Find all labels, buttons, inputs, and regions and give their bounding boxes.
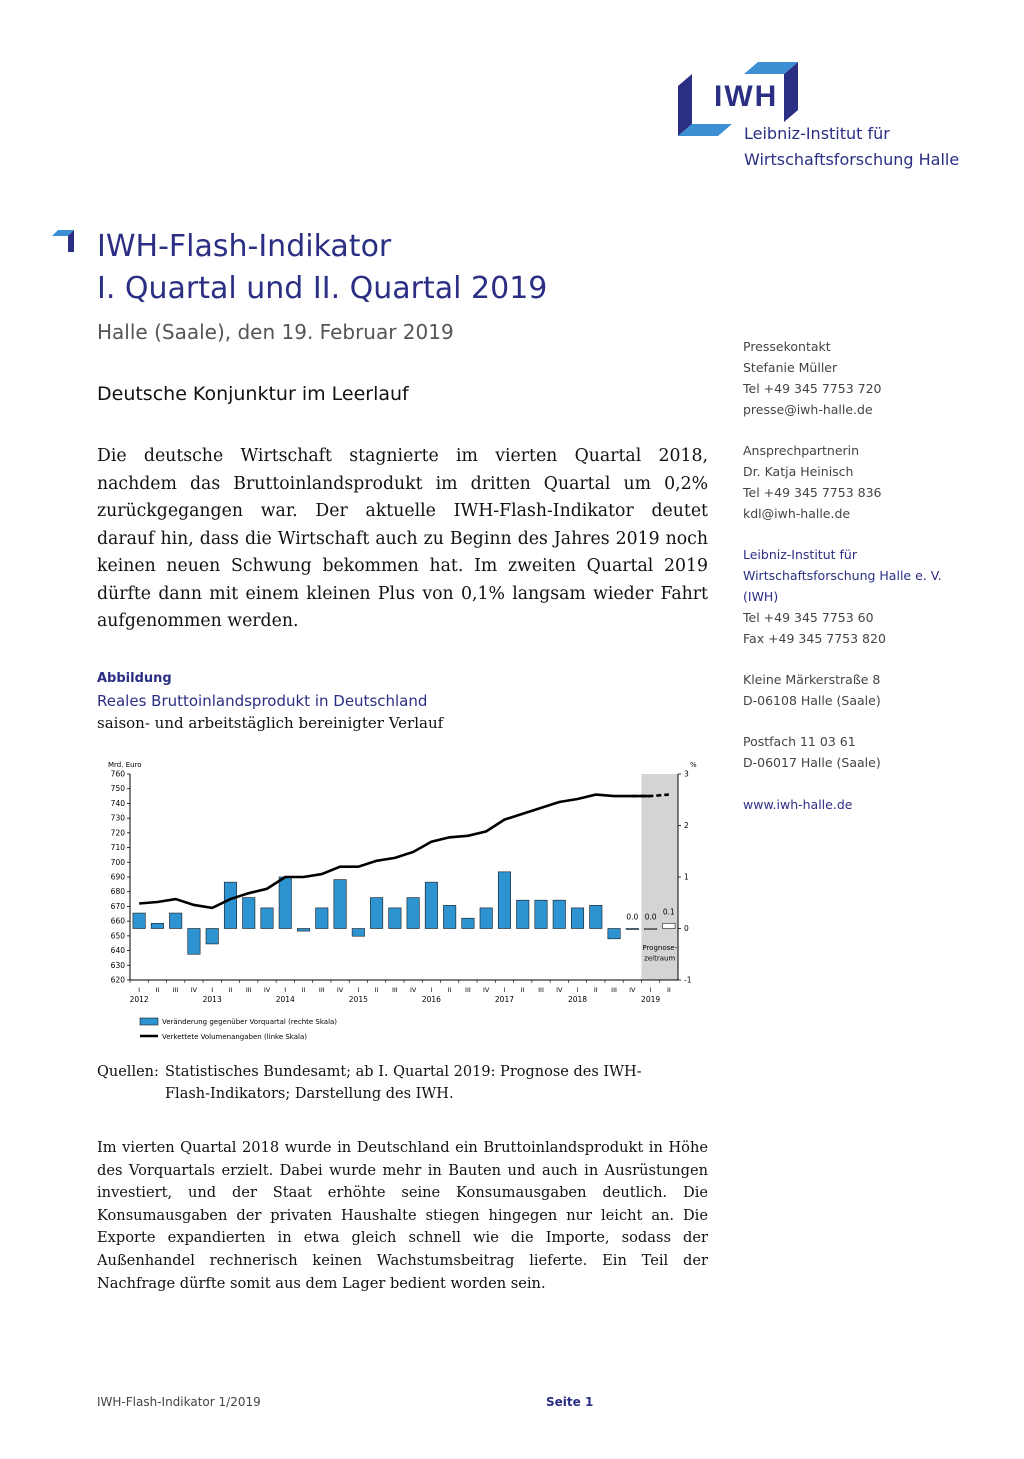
title-marker-icon <box>52 230 76 254</box>
institute-line-3: (IWH) <box>743 589 779 604</box>
institute-fax: Fax +49 345 7753 820 <box>743 631 886 646</box>
sidebar-address <box>743 669 881 711</box>
logo-name: IWH <box>714 80 779 113</box>
footer-page-number: Seite 1 <box>546 1395 594 1409</box>
quarter-label: I <box>503 986 506 994</box>
forecast-label-1: Prognose- <box>642 944 678 953</box>
sidebar-institute <box>743 544 942 649</box>
forecast-label-2: zeitraum <box>644 954 676 963</box>
left-tick-label: 720 <box>110 828 125 838</box>
right-tick-label: 0 <box>684 924 689 933</box>
gdp-chart <box>100 756 710 1048</box>
bar-change <box>297 929 309 932</box>
year-label: 2014 <box>275 995 295 1004</box>
left-tick-label: 750 <box>110 784 125 794</box>
bar-change <box>443 905 455 928</box>
title-line-2: I. Quartal und II. Quartal 2019 <box>97 271 548 306</box>
bar-change <box>224 882 236 928</box>
legend-bar-label: Veränderung gegenüber Vorquartal (rechte Skala) <box>162 1018 338 1026</box>
sources-text: Statistisches Bundesamt; ab I. Quartal 2019: Prognose des IWH-Flash-Indikators; Darstellung des IWH. <box>165 1064 642 1102</box>
bar-change <box>626 929 638 930</box>
left-tick-label: 620 <box>110 975 125 985</box>
bar-change <box>407 898 419 929</box>
title-line-1: IWH-Flash-Indikator <box>97 229 392 264</box>
bar-change <box>571 908 583 929</box>
quarter-label: II <box>593 986 598 994</box>
bar-data-label: 0.1 <box>662 907 675 917</box>
bar-change <box>352 929 364 937</box>
quarter-label: III <box>245 986 252 994</box>
sidebar-contact <box>743 440 881 524</box>
year-label: 2015 <box>348 995 368 1004</box>
quarter-label: I <box>138 986 141 994</box>
quarter-label: II <box>301 986 306 994</box>
year-label: 2012 <box>129 995 149 1004</box>
year-label: 2013 <box>202 995 222 1004</box>
left-tick-label: 700 <box>110 857 125 867</box>
press-heading: Pressekontakt <box>743 339 831 354</box>
quarter-label: IV <box>190 986 198 994</box>
quarter-label: I <box>357 986 360 994</box>
body-paragraph: Im vierten Quartal 2018 wurde in Deutschland ein Bruttoinlandsprodukt in Höhe des Vorquartals erzielt. Dabei wurde mehr in Bauten und auch in Ausrüstungen investiert, und der Staat erhöhte seine Konsumausgaben deutlich. Die Konsumausgaben der privaten Haushalte stiegen hingegen nur leicht an. Die Exporte expandierten in etwa gleich schnell wie die Importe, sodass der Außenhandel rechnerisch keinen Wachstumsbeitrag lieferte. Ein Teil der Nachfrage dürfte somit aus dem Lager bedient worden sein. <box>97 1139 708 1292</box>
press-name: Stefanie Müller <box>743 360 838 375</box>
year-label: 2016 <box>421 995 441 1004</box>
bar-change <box>425 882 437 928</box>
bar-change <box>151 923 163 928</box>
sources-note <box>97 1061 685 1105</box>
bar-change <box>316 908 328 929</box>
year-label: 2019 <box>641 995 661 1004</box>
bar-change <box>517 900 529 928</box>
quarter-label: III <box>391 986 398 994</box>
bar-change <box>334 880 346 929</box>
logo-line-2: Wirtschaftsforschung Halle <box>744 150 960 169</box>
year-label: 2018 <box>567 995 588 1004</box>
sidebar-press <box>743 336 881 420</box>
left-tick-label: 670 <box>110 901 125 911</box>
sidebar-website <box>743 794 852 815</box>
line-volume <box>139 795 650 908</box>
quarter-label: IV <box>336 986 344 994</box>
postbox: Postfach 11 03 61 <box>743 734 856 749</box>
sources-label: Quellen: <box>97 1064 159 1080</box>
sidebar-postbox <box>743 731 881 773</box>
left-tick-label: 730 <box>110 813 125 823</box>
institute-line-1: Leibniz-Institut für <box>743 547 857 562</box>
bar-change <box>480 908 492 929</box>
iwh-logo <box>678 62 958 172</box>
bar-change <box>188 929 200 955</box>
bar-change <box>169 913 181 928</box>
right-tick-label: -1 <box>684 975 692 985</box>
left-tick-label: 680 <box>110 887 125 897</box>
quarter-label: II <box>228 986 233 994</box>
quarter-label: II <box>666 986 671 994</box>
quarter-label: III <box>611 986 617 994</box>
quarter-label: II <box>520 986 525 994</box>
left-tick-label: 640 <box>110 946 125 956</box>
bar-data-label: 0.0 <box>644 912 657 922</box>
figure-title: Reales Bruttoinlandsprodukt in Deutschland <box>97 692 428 710</box>
quarter-label: I <box>649 986 652 994</box>
press-tel: Tel +49 345 7753 720 <box>743 381 882 396</box>
contact-heading: Ansprechpartnerin <box>743 443 860 458</box>
bar-change <box>663 923 675 928</box>
address-street: Kleine Märkerstraße 8 <box>743 672 881 687</box>
dateline: Halle (Saale), den 19. Februar 2019 <box>97 320 454 344</box>
left-tick-label: 690 <box>110 872 125 882</box>
legend-bar-swatch <box>140 1018 158 1025</box>
press-email[interactable]: presse@iwh-halle.de <box>743 402 873 417</box>
institute-line-2: Wirtschaftsforschung Halle e. V. <box>743 568 942 583</box>
footer-title: IWH-Flash-Indikator 1/2019 <box>97 1395 261 1409</box>
year-label: 2017 <box>494 995 515 1004</box>
quarter-label: II <box>155 986 160 994</box>
quarter-label: IV <box>556 986 563 994</box>
left-tick-label: 650 <box>110 931 125 941</box>
left-tick-label: 740 <box>110 798 125 808</box>
bar-change <box>553 900 565 928</box>
bar-change <box>279 877 291 929</box>
bar-change <box>261 908 273 929</box>
bar-change <box>462 918 474 928</box>
quarter-label: III <box>172 986 179 994</box>
right-tick-label: 2 <box>684 821 689 830</box>
quarter-label: I <box>430 986 433 994</box>
contact-name: Dr. Katja Heinisch <box>743 464 854 479</box>
postbox-city: D-06017 Halle (Saale) <box>743 755 881 770</box>
legend-line-label: Verkettete Volumenangaben (linke Skala) <box>162 1033 307 1041</box>
right-axis-label: % <box>690 761 697 769</box>
contact-email[interactable]: kdl@iwh-halle.de <box>743 506 851 521</box>
bar-change <box>370 898 382 929</box>
left-tick-label: 660 <box>110 916 125 926</box>
quarter-label: III <box>465 986 471 994</box>
quarter-label: IV <box>483 986 490 994</box>
lead-paragraph: Die deutsche Wirtschaft stagnierte im vierten Quartal 2018, nachdem das Bruttoinlandsprodukt im dritten Quartal um 0,2% zurückgegangen war. Der aktuelle IWH-Flash-Indikator deutet darauf hin, dass die Wirtschaft auch zu Beginn des Jahres 2019 noch keinen neuen Schwung bekommen hat. Im zweiten Quartal 2019 dürfte dann mit einem kleinen Plus von 0,1% langsam wieder Fahrt aufgenommen werden. <box>97 446 708 631</box>
page-title <box>97 226 547 310</box>
quarter-label: I <box>284 986 287 994</box>
quarter-label: II <box>374 986 379 994</box>
quarter-label: III <box>318 986 325 994</box>
bar-change <box>608 929 620 939</box>
quarter-label: IV <box>409 986 417 994</box>
bar-change <box>644 929 656 930</box>
quarter-label: I <box>211 986 214 994</box>
logo-line-1: Leibniz-Institut für <box>744 124 890 143</box>
quarter-label: I <box>576 986 579 994</box>
bar-change <box>206 929 218 944</box>
right-tick-label: 3 <box>684 769 689 779</box>
quarter-label: II <box>447 986 452 994</box>
right-tick-label: 1 <box>684 872 689 882</box>
left-tick-label: 760 <box>110 769 125 779</box>
website-link[interactable]: www.iwh-halle.de <box>743 797 853 812</box>
contact-tel: Tel +49 345 7753 836 <box>743 485 882 500</box>
bar-change <box>498 872 510 929</box>
left-axis-label: Mrd. Euro <box>108 761 142 769</box>
bar-change <box>243 898 255 929</box>
figure-label: Abbildung <box>97 671 172 686</box>
institute-tel: Tel +49 345 7753 60 <box>743 610 874 625</box>
bar-change <box>590 905 602 928</box>
quarter-label: IV <box>629 986 636 994</box>
quarter-label: III <box>538 986 544 994</box>
figure-subtitle: saison- und arbeitstäglich bereinigter Verlauf <box>97 714 444 732</box>
bar-data-label: 0.0 <box>626 912 639 922</box>
quarter-label: IV <box>263 986 271 994</box>
address-city: D-06108 Halle (Saale) <box>743 693 881 708</box>
bar-change <box>535 900 547 928</box>
left-tick-label: 630 <box>110 960 125 970</box>
bar-change <box>133 913 145 928</box>
left-tick-label: 710 <box>110 843 125 853</box>
bar-change <box>389 908 401 929</box>
subheadline: Deutsche Konjunktur im Leerlauf <box>97 383 409 405</box>
